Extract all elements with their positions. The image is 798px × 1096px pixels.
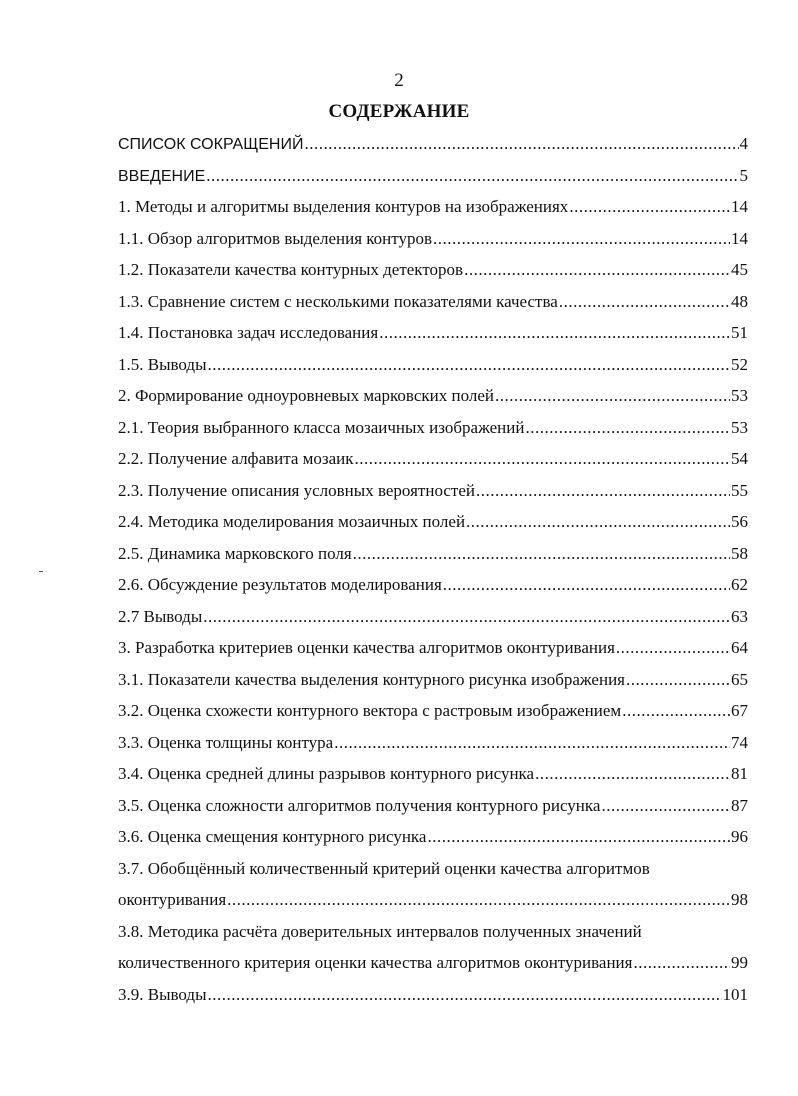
toc-entry-section-2-1[interactable] [118,412,748,444]
toc-entry-section-3-5[interactable] [118,790,748,822]
dot-leader [206,160,738,192]
toc-entry-title-line-1: 3.8. Методика расчёта доверительных интервалов полученных значений [118,921,642,941]
toc-entry-page: 63 [731,606,748,626]
toc-entry-title: 3.1. Показатели качества выделения контурного рисунка изображения [118,669,625,689]
dot-leader [466,506,730,538]
toc-entry-section-2-2[interactable] [118,443,748,475]
toc-entry-page: 5 [739,165,748,185]
dot-leader [535,758,730,790]
toc-entry-introduction[interactable] [118,160,748,192]
toc-entry-title: 1.4. Постановка задач исследования [118,323,379,342]
dot-leader [616,632,730,664]
scan-artifact [39,571,43,572]
toc-entry-section-3-9[interactable] [118,979,748,1011]
toc-entry-title-line-2: оконтуривания [118,890,227,909]
toc-entry-section-3-6[interactable] [118,821,748,853]
toc-heading: СОДЕРЖАНИЕ [328,101,470,122]
toc-entry-title: 2.6. Обсуждение результатов моделирования [118,575,442,594]
toc-entry-title-line-1: 3.7. Обобщённый количественный критерий оценки качества алгоритмов [118,858,650,878]
toc-entry-title: 1. Методы и алгоритмы выделения контуров на изображениях [118,197,569,216]
toc-entry-title: 3.3. Оценка толщины контура [118,732,334,752]
toc-entry-page: 56 [731,512,748,531]
toc-entry-section-1-3[interactable] [118,286,748,318]
toc-entry-title: 1.1. Обзор алгоритмов выделения контуров [118,228,432,248]
toc-entry-page: 99 [731,953,748,972]
toc-entry-title: 2.1. Теория выбранного класса мозаичных изображений [118,417,525,437]
toc-entry-page: 98 [731,890,748,909]
toc-entry-page: 53 [731,386,748,405]
dot-leader [355,443,730,475]
toc-entry-section-2-6[interactable] [118,569,748,601]
dot-leader [601,790,730,822]
toc-entry-page: 45 [731,260,748,279]
dot-leader [353,538,730,570]
toc-entry-section-3-1[interactable] [118,664,748,696]
dot-leader [443,569,730,601]
dot-leader [203,601,730,633]
toc-entry-page: 58 [731,543,748,563]
toc-entry-section-1-1[interactable] [118,223,748,255]
toc-entry-page: 51 [731,323,748,342]
toc-entry-title: 3.5. Оценка сложности алгоритмов получения контурного рисунка [118,795,601,815]
dot-leader [433,223,730,255]
toc-entry-title-line-2: количественного критерия оценки качества алгоритмов оконтуривания [118,953,633,972]
toc-entry-title: 3. Разработка критериев оценки качества алгоритмов оконтуривания [118,638,615,657]
dot-leader [208,979,722,1011]
toc-entry-section-3-4[interactable] [118,758,748,790]
dot-leader [427,821,730,853]
toc-entry-title: 3.2. Оценка схожести контурного вектора с растровым изображением [118,701,622,720]
toc-entry-page: 87 [731,795,748,815]
dot-leader [334,727,730,759]
toc-entry-title: 2.7 Выводы [118,606,203,626]
dot-leader [525,412,730,444]
table-of-contents [118,128,748,1010]
toc-entry-chapter-2[interactable] [118,380,748,412]
dot-leader [227,884,730,916]
toc-entry-page: 52 [731,354,748,374]
toc-entry-chapter-1[interactable] [118,191,748,223]
toc-entry-page: 101 [722,984,748,1004]
toc-entry-section-2-3[interactable] [118,475,748,507]
toc-entry-section-3-7[interactable] [118,853,748,916]
toc-entry-title: 1.2. Показатели качества контурных детекторов [118,260,464,279]
toc-entry-section-2-7[interactable] [118,601,748,633]
dot-leader [633,947,730,979]
toc-entry-title: 1.5. Выводы [118,354,207,374]
toc-entry-title: 2.4. Методика моделирования мозаичных полей [118,512,466,531]
toc-entry-page: 65 [731,669,748,689]
toc-entry-page: 67 [731,701,748,720]
toc-entry-title: 1.3. Сравнение систем с несколькими показателями качества [118,291,558,311]
toc-entry-title: 3.6. Оценка смещения контурного рисунка [118,827,427,846]
toc-entry-title: 3.4. Оценка средней длины разрывов контурного рисунка [118,764,535,783]
toc-entry-page: 54 [731,449,748,468]
toc-entry-chapter-3[interactable] [118,632,748,664]
toc-entry-title: 2.5. Динамика марковского поля [118,543,352,563]
dot-leader [379,317,730,349]
dot-leader [304,128,738,160]
toc-entry-title: 3.9. Выводы [118,984,207,1004]
dot-leader [464,254,730,286]
toc-entry-title: 2.3. Получение описания условных вероятностей [118,480,475,500]
dot-leader [476,475,730,507]
dot-leader [495,380,730,412]
toc-entry-page: 14 [731,197,748,216]
dot-leader [622,695,730,727]
toc-entry-page: 48 [731,291,748,311]
dot-leader [569,191,730,223]
dot-leader [559,286,730,318]
toc-entry-page: 55 [731,480,748,500]
toc-entry-section-3-3[interactable] [118,727,748,759]
toc-entry-page: 53 [731,417,748,437]
toc-entry-page: 14 [731,228,748,248]
page-number: 2 [394,70,404,91]
dot-leader [626,664,730,696]
toc-entry-abbreviations[interactable] [118,128,748,160]
toc-entry-section-1-4[interactable] [118,317,748,349]
toc-entry-section-2-5[interactable] [118,538,748,570]
toc-entry-section-2-4[interactable] [118,506,748,538]
toc-entry-title: 2.2. Получение алфавита мозаик [118,449,354,468]
toc-entry-section-1-2[interactable] [118,254,748,286]
toc-entry-page: 81 [731,764,748,783]
toc-entry-page: 74 [731,732,748,752]
toc-entry-page: 64 [731,638,748,657]
toc-entry-title: 2. Формирование одноуровневых марковских полей [118,386,495,405]
toc-entry-page: 62 [731,575,748,594]
toc-entry-title: ВВЕДЕНИЕ [118,167,206,185]
dot-leader [208,349,730,381]
toc-entry-page: 4 [739,134,748,153]
toc-entry-title: СПИСОК СОКРАЩЕНИЙ [118,136,304,153]
toc-entry-page: 96 [731,827,748,846]
toc-entry-section-3-8[interactable] [118,916,748,979]
toc-entry-section-1-5[interactable] [118,349,748,381]
toc-entry-section-3-2[interactable] [118,695,748,727]
